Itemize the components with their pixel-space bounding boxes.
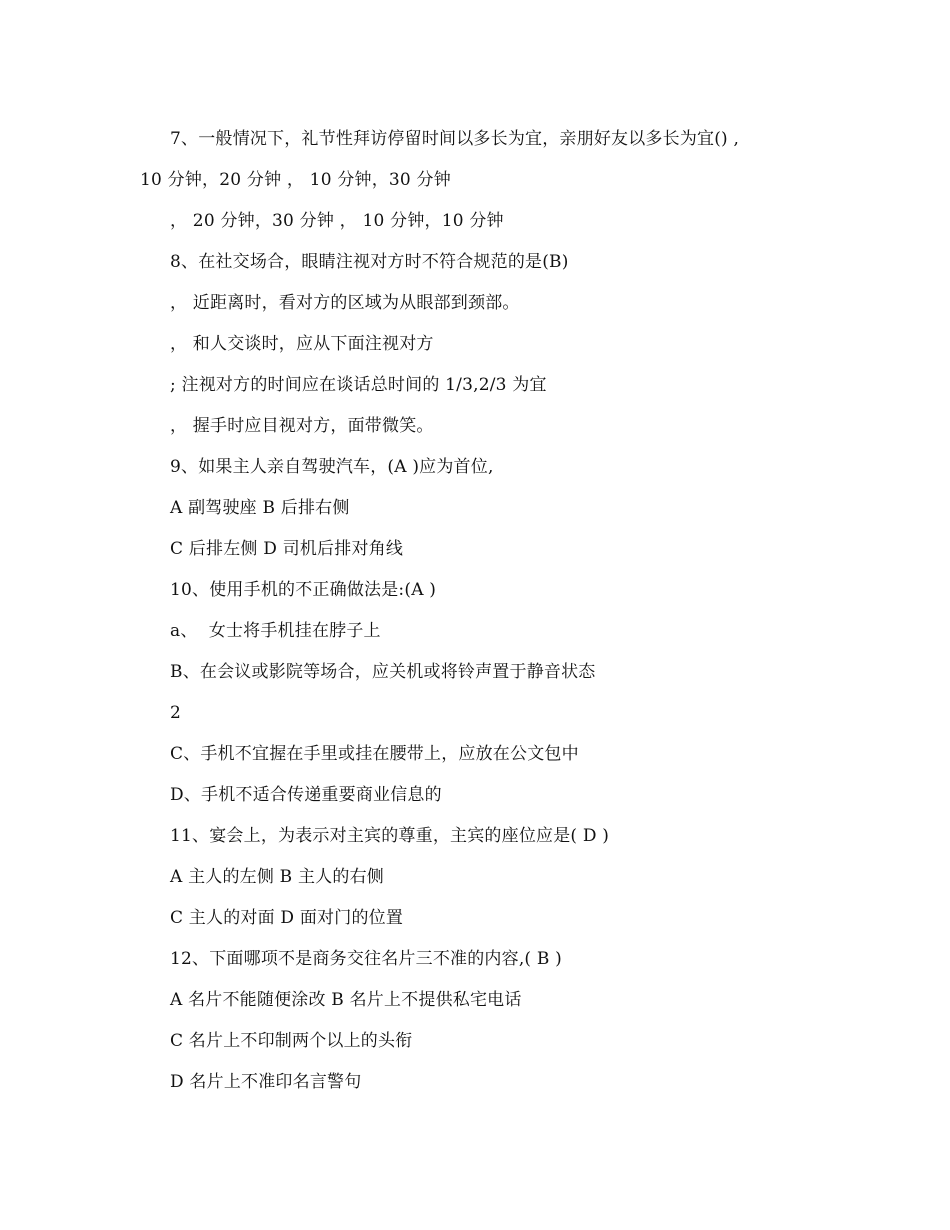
question-8-stem: 8、在社交场合，眼睛注视对方时不符合规范的是(B)	[170, 252, 569, 272]
question-10-option-d: D、手机不适合传递重要商业信息的	[170, 785, 442, 805]
question-8-option-b: ， 和人交谈时，应从下面注视对方	[170, 334, 434, 354]
question-7-options-1: 10 分钟，20 分钟 ， 10 分钟，30 分钟	[140, 170, 451, 190]
question-10-option-b: B、在会议或影院等场合，应关机或将铃声置于静音状态	[170, 662, 596, 682]
page-number: 2	[170, 703, 182, 723]
question-9-options-cd: C 后排左侧 D 司机后排对角线	[170, 539, 404, 559]
question-9-stem: 9、如果主人亲自驾驶汽车，(A )应为首位,	[170, 457, 494, 477]
question-12-option-d: D 名片上不准印名言警句	[170, 1072, 362, 1092]
question-7-options-2: ， 20 分钟，30 分钟 ， 10 分钟，10 分钟	[170, 211, 504, 231]
question-10-option-c: C、手机不宜握在手里或挂在腰带上，应放在公文包中	[170, 744, 579, 764]
question-11-stem: 11、宴会上，为表示对主宾的尊重，主宾的座位应是( D )	[170, 826, 610, 846]
question-10-stem: 10、使用手机的不正确做法是:(A )	[170, 580, 437, 600]
question-8-option-a: ， 近距离时，看对方的区域为从眼部到颈部。	[170, 293, 520, 313]
question-12-stem: 12、下面哪项不是商务交往名片三不准的内容,( B )	[170, 949, 562, 969]
question-11-options-cd: C 主人的对面 D 面对门的位置	[170, 908, 404, 928]
question-7-stem: 7、一般情况下，礼节性拜访停留时间以多长为宜，亲朋好友以多长为宜() ,	[170, 129, 740, 149]
question-11-options-ab: A 主人的左侧 B 主人的右侧	[170, 867, 384, 887]
question-12-option-c: C 名片上不印制两个以上的头衔	[170, 1031, 413, 1051]
question-12-options-ab: A 名片不能随便涂改 B 名片上不提供私宅电话	[170, 990, 522, 1010]
question-8-option-c: ; 注视对方的时间应在谈话总时间的 1/3,2/3 为宜	[170, 375, 547, 395]
question-9-options-ab: A 副驾驶座 B 后排右侧	[170, 498, 350, 518]
question-10-option-a: a、 女士将手机挂在脖子上	[170, 621, 381, 641]
question-8-option-d: ， 握手时应目视对方，面带微笑。	[170, 416, 434, 436]
